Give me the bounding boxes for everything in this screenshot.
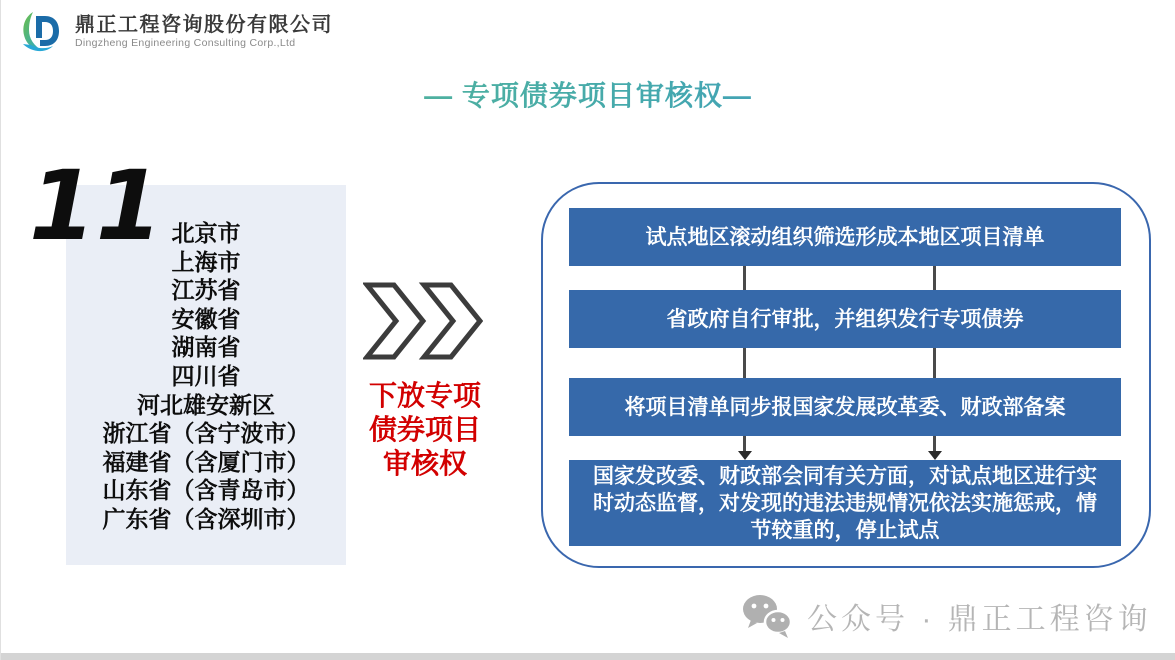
pilot-count: 11 (29, 150, 163, 262)
region-item: 安徽省 (171, 305, 241, 332)
region-item: 湖南省 (171, 334, 241, 361)
region-item: 广东省（含深圳市） (102, 505, 310, 532)
region-item: 北京市 (171, 220, 241, 246)
region-item: 山东省（含青岛市） (102, 477, 310, 504)
region-item: 江苏省 (171, 277, 241, 304)
logo-icon (19, 8, 65, 54)
flow-step-2: 省政府自行审批，并组织发行专项债券 (569, 290, 1121, 348)
delegation-label-line: 债券项目 (368, 414, 481, 445)
region-item: 浙江省（含宁波市） (102, 420, 310, 447)
region-item: 四川省 (171, 362, 241, 389)
connector-line (933, 436, 936, 452)
delegation-label-line: 下放专项 (368, 380, 481, 411)
logo-text (75, 13, 333, 50)
watermark-text: 公众号 · 鼎正工程咨询 (807, 603, 1152, 636)
chevron-right-icon (363, 281, 483, 361)
company-logo (19, 8, 333, 54)
arrow-down-icon (928, 451, 942, 460)
watermark (741, 592, 1152, 640)
bottom-bar (1, 653, 1175, 660)
company-name-en: Dingzheng Engineering Consulting Corp.,Ltd (75, 36, 296, 49)
arrow-down-icon (738, 451, 752, 460)
process-flow-panel (541, 182, 1151, 568)
connector-line (743, 348, 746, 378)
delegation-label-line: 审核权 (382, 448, 467, 479)
connector-line (743, 436, 746, 452)
connector-line (933, 266, 936, 290)
region-item: 上海市 (171, 248, 241, 275)
flow-step-4: 国家发改委、财政部会同有关方面，对试点地区进行实时动态监督，对发现的违法违规情况依法实施惩戒，情节较重的，停止试点 (569, 460, 1121, 546)
company-name-zh: 鼎正工程咨询股份有限公司 (75, 13, 333, 36)
flow-step-1: 试点地区滚动组织筛选形成本地区项目清单 (569, 208, 1121, 266)
connector-line (933, 348, 936, 378)
delegation-label (353, 379, 497, 481)
region-item: 福建省（含厦门市） (102, 448, 310, 475)
connector-line (743, 266, 746, 290)
wechat-icon (741, 592, 793, 640)
region-item: 河北雄安新区 (137, 391, 275, 418)
flow-step-3: 将项目清单同步报国家发展改革委、财政部备案 (569, 378, 1121, 436)
page-title: — 专项债券项目审核权— (1, 74, 1175, 114)
